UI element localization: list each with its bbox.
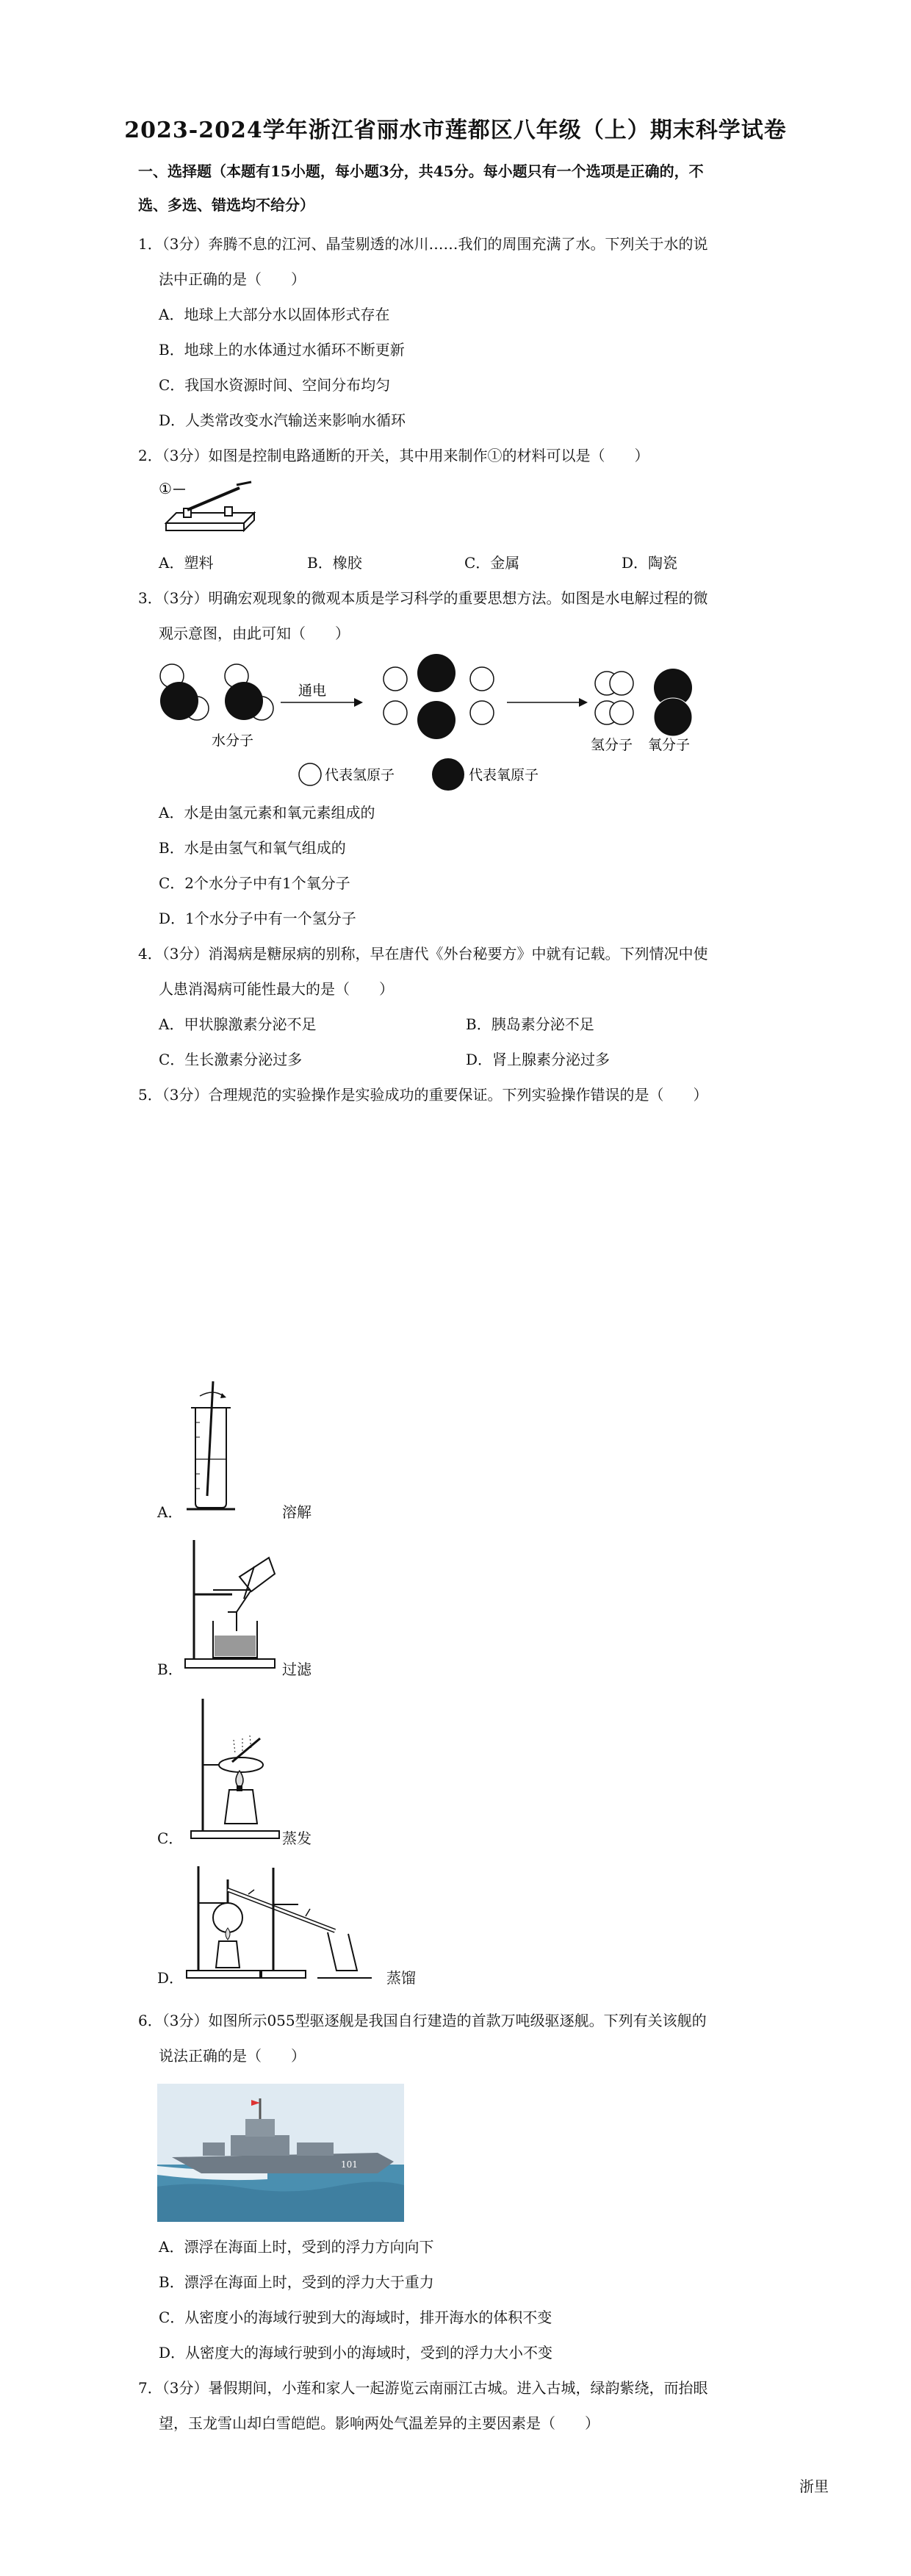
oxygen-molecule-label: 氧分子 (648, 737, 691, 753)
q2-option-a: A．塑料 (159, 554, 214, 572)
q3-stem-line2: 观示意图，由此可知（ ） (159, 625, 350, 642)
hydrogen-molecule-label: 氢分子 (591, 737, 633, 753)
q2-option-b: B．橡胶 (307, 554, 362, 572)
q3-option-a: A．水是由氢元素和氧元素组成的 (159, 804, 375, 821)
hydrogen-molecules (595, 672, 633, 724)
section-heading-line2: 选、多选、错选均不给分） (138, 196, 314, 214)
dissolving-figure (181, 1378, 276, 1518)
electrolysis-diagram (154, 654, 713, 794)
q4-option-a: A．甲状腺激素分泌不足 (159, 1015, 317, 1033)
section-heading (138, 154, 777, 222)
q5-stem: 5．（3分）合理规范的实验操作是实验成功的重要保证。下列实验操作错误的是（ ） (138, 1086, 708, 1104)
switch-figure (157, 478, 260, 536)
q6-stem-line1: 6．（3分）如图所示055型驱逐舰是我国自行建造的首款万吨级驱逐舰。下列有关该舰的 (138, 2012, 707, 2029)
q6-option-b: B．漂浮在海面上时，受到的浮力大于重力 (159, 2273, 434, 2291)
q5-option-c-label: 蒸发 (282, 1830, 312, 1847)
q5-option-c-letter: C． (157, 1830, 184, 1847)
q3-stem-line1: 3．（3分）明确宏观现象的微观本质是学习科学的重要思想方法。如图是水电解过程的微 (138, 589, 708, 607)
legend-oxygen-swatch (432, 758, 464, 791)
q7-stem-line2: 望，玉龙雪山却白雪皑皑。影响两处气温差异的主要因素是（ ） (159, 2414, 599, 2432)
q1-option-d: D．人类常改变水汽输送来影响水循环 (159, 411, 406, 429)
q5-option-d-letter: D． (157, 1969, 184, 1987)
q4-option-d: D．肾上腺素分泌过多 (466, 1051, 611, 1068)
section-heading-line1: 一、选择题（本题有15小题，每小题3分，共45分。每小题只有一个选项是正确的，不 (138, 162, 704, 180)
page-title: 2023-2024学年浙江省丽水市莲都区八年级（上）期末科学试卷 (124, 118, 787, 143)
water-molecule-1 (160, 664, 209, 720)
q5-option-b-letter: B． (157, 1661, 183, 1678)
q3-option-d: D．1个水分子中有一个氢分子 (159, 910, 356, 927)
q5-option-a-label: 溶解 (282, 1503, 312, 1521)
legend-hydrogen-swatch (299, 763, 321, 785)
q1-option-a: A．地球上大部分水以固体形式存在 (159, 306, 390, 323)
q6-option-d: D．从密度大的海域行驶到小的海域时，受到的浮力大小不变 (159, 2344, 553, 2361)
separated-atoms (384, 654, 494, 739)
q2-stem: 2．（3分）如图是控制电路通断的开关，其中用来制作①的材料可以是（ ） (138, 447, 649, 464)
legend-hydrogen-label: 代表氢原子 (325, 767, 395, 783)
q2-option-d: D．陶瓷 (622, 554, 678, 572)
q4-stem-line1: 4．（3分）消渴病是糖尿病的别称，早在唐代《外台秘要方》中就有记载。下列情况中使 (138, 945, 708, 963)
ship-hull-number: 101 (341, 2159, 358, 2170)
q1-option-c: C．我国水资源时间、空间分布均匀 (159, 376, 391, 394)
q1-option-b: B．地球上的水体通过水循环不断更新 (159, 341, 405, 359)
filtration-figure (181, 1533, 284, 1671)
switch-label-1: ① (159, 480, 172, 497)
water-molecule-2 (225, 664, 273, 720)
q1-stem-line1: 1．（3分）奔腾不息的江河、晶莹剔透的冰川……我们的周围充满了水。下列关于水的说 (138, 235, 708, 253)
q6-option-a: A．漂浮在海面上时，受到的浮力方向向下 (159, 2238, 434, 2256)
q5-option-b-label: 过滤 (282, 1661, 312, 1678)
q5-option-d-label: 蒸馏 (386, 1969, 416, 1987)
q3-option-b: B．水是由氢气和氧气组成的 (159, 839, 346, 857)
legend-oxygen-label: 代表氧原子 (469, 767, 539, 783)
evaporation-figure (181, 1694, 291, 1841)
electrolysis-label: 通电 (298, 683, 327, 699)
q6-stem-line2: 说法正确的是（ ） (159, 2047, 306, 2065)
footer-page-mark: 浙里 (799, 2478, 829, 2495)
q3-option-c: C．2个水分子中有1个氧分子 (159, 874, 350, 892)
q7-stem-line1: 7．（3分）暑假期间，小莲和家人一起游览云南丽江古城。进入古城，绿韵紫绕，而抬眼 (138, 2379, 708, 2397)
q4-stem-line2: 人患消渴病可能性最大的是（ ） (159, 980, 394, 998)
q1-stem-line2: 法中正确的是（ ） (159, 270, 306, 288)
water-molecule-label: 水分子 (212, 733, 254, 749)
q2-option-c: C．金属 (464, 554, 520, 572)
destroyer-photo (157, 2084, 404, 2222)
q6-option-c: C．从密度小的海域行驶到大的海域时，排开海水的体积不变 (159, 2309, 552, 2326)
distillation-figure (181, 1860, 386, 1984)
oxygen-molecule (654, 669, 692, 736)
q4-option-b: B．胰岛素分泌不足 (466, 1015, 594, 1033)
q5-option-a-letter: A． (157, 1503, 183, 1521)
q4-option-c: C．生长激素分泌过多 (159, 1051, 303, 1068)
